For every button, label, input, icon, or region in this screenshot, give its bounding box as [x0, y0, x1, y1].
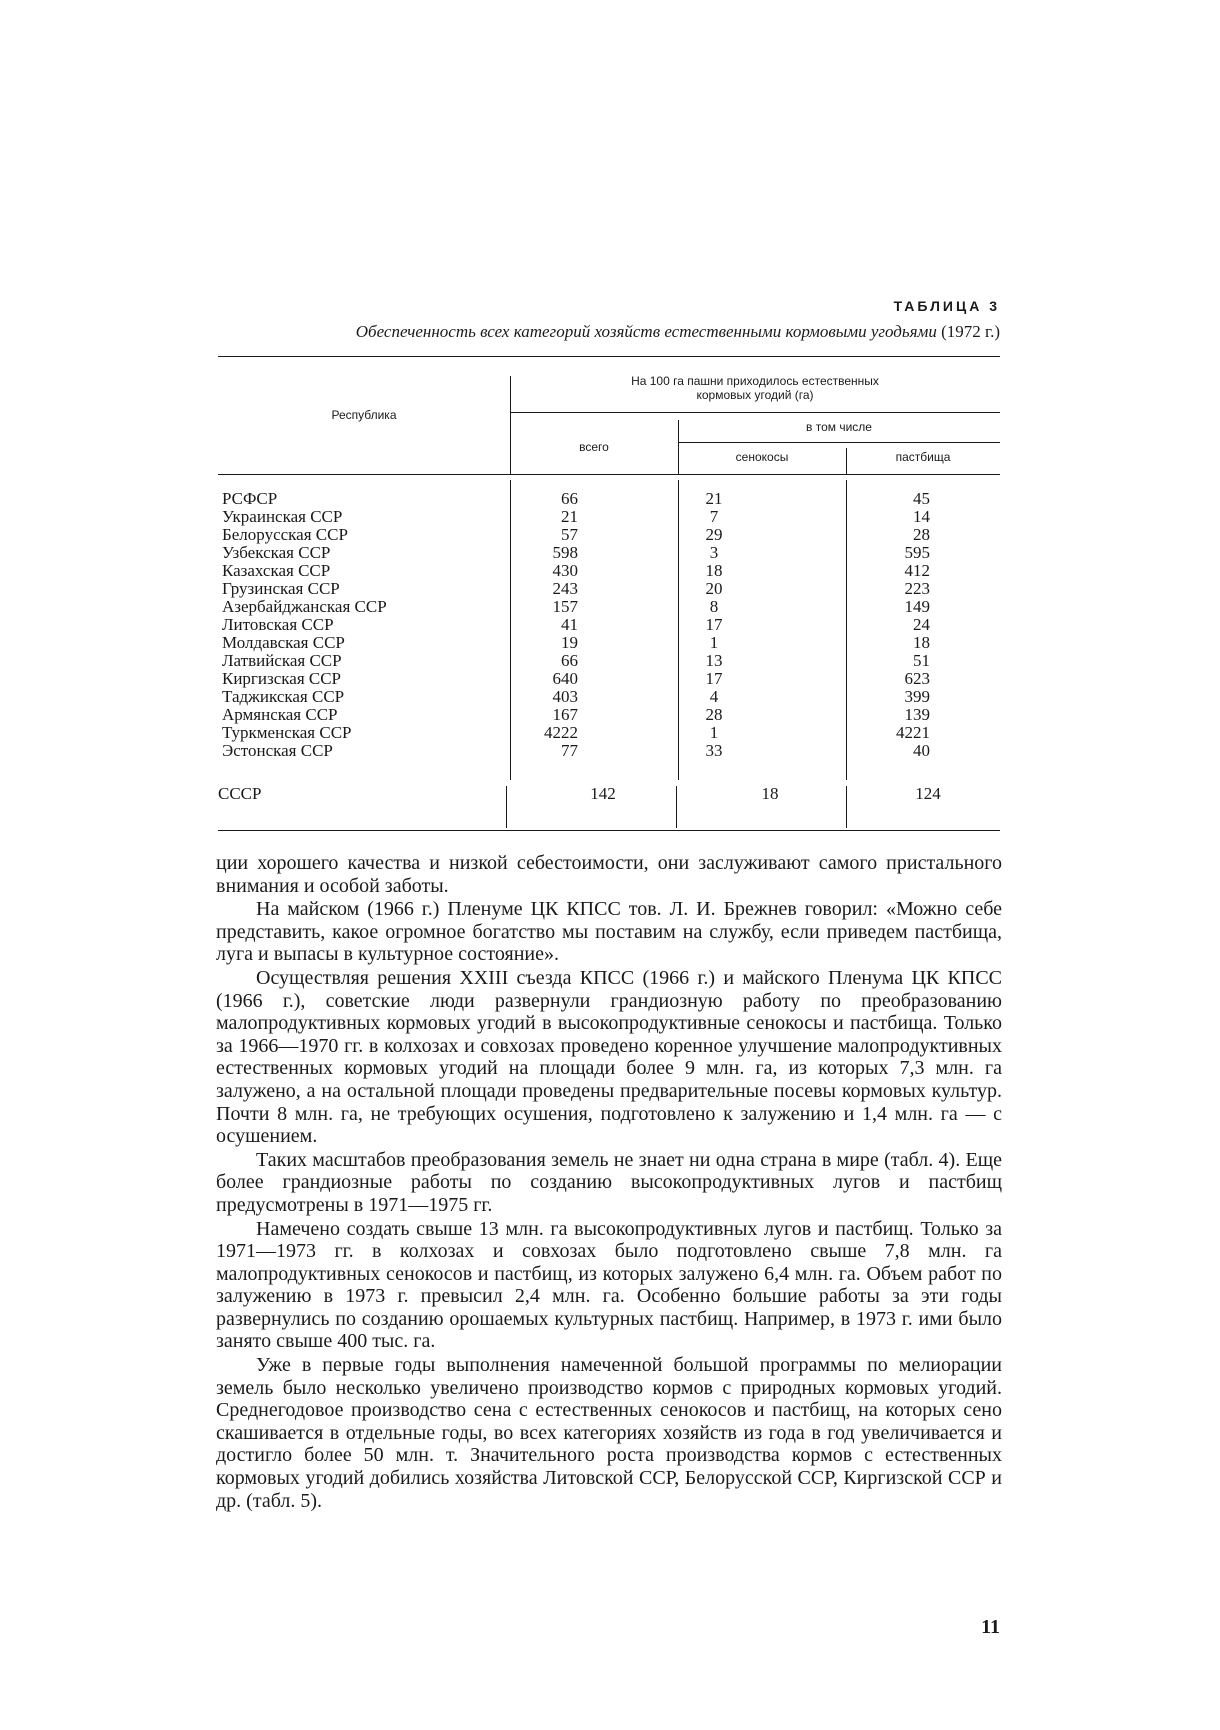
cell-pasture: 28: [913, 525, 930, 544]
table-row: [218, 616, 1000, 634]
header-group-line2: кормовых угодий (га): [696, 388, 814, 402]
cell-pasture: 24: [913, 615, 930, 634]
table-row: [218, 508, 1000, 526]
paragraph: ции хорошего качества и низкой себестоимости, они заслуживают самого пристального внимания и особой заботы.: [216, 852, 1002, 897]
cell-hay: 8: [709, 597, 719, 616]
cell-pasture: 14: [913, 507, 930, 526]
cell-total: 4222: [544, 723, 578, 742]
cell-hay: 7: [709, 507, 719, 526]
cell-hay: 1: [709, 723, 719, 742]
table-row: [218, 580, 1000, 598]
table-caption-italic: Обеспеченность всех категорий хозяйств естественными кормовыми угодьями: [355, 322, 937, 341]
cell-hay-total: 18: [761, 784, 779, 803]
cell-total: 21: [561, 507, 578, 526]
cell-total: 66: [561, 651, 578, 670]
cell-total: 66: [561, 489, 578, 508]
cell-hay: 33: [705, 741, 723, 760]
cell-total: 167: [552, 705, 578, 724]
cell-hay: 17: [705, 669, 723, 688]
cell-republic: Литовская ССР: [222, 615, 334, 634]
table-row: [218, 544, 1000, 562]
cell-pasture: 45: [913, 489, 930, 508]
paragraph: Таких масштабов преобразования земель не знает ни одна страна в мире (табл. 4). Еще более грандиозные работы по созданию высокопродуктивных лугов и пастбищ предусмотрены в 1971—1975 гг.: [216, 1148, 1002, 1216]
cell-pasture: 623: [904, 669, 930, 688]
cell-hay: 17: [705, 615, 723, 634]
table-row: [218, 742, 1000, 760]
header-pasture: пастбища: [895, 450, 951, 464]
table-bottom-rule: [218, 830, 1000, 831]
cell-pasture: 223: [904, 579, 930, 598]
table-top-rule: [218, 356, 1000, 357]
cell-total: 598: [552, 543, 578, 562]
cell-republic-total: СССР: [218, 784, 262, 803]
group-header-rule: [510, 412, 1000, 413]
cell-total: 640: [552, 669, 578, 688]
cell-total: 403: [552, 687, 578, 706]
cell-total: 19: [561, 633, 578, 652]
cell-pasture: 399: [904, 687, 930, 706]
cell-total-total: 142: [590, 784, 616, 803]
header-hay: сенокосы: [735, 450, 789, 464]
cell-pasture: 412: [904, 561, 930, 580]
cell-republic: Киргизская ССР: [222, 669, 342, 688]
cell-pasture: 51: [913, 651, 930, 670]
cell-pasture: 139: [904, 705, 930, 724]
paragraph: Намечено создать свыше 13 млн. га высокопродуктивных лугов и пастбищ. Только за 1971—1973 гг. в колхозах и совхозах было подготовлено свыше 7,8 млн. га малопродуктивных сенокосов и пастбищ, из которых залужено 6,4 млн. га. Объем работ по залужению в 1973 г. превысил 2,4 млн. га. Особенно большие работы за эти годы развернулись по созданию орошаемых культурных пастбищ. Например, в 1973 г. ими было занято свыше 400 тыс. га.: [216, 1217, 1002, 1353]
cell-pasture: 4221: [896, 723, 930, 742]
cell-republic: Латвийская ССР: [222, 651, 342, 670]
data-table: [218, 356, 1000, 842]
cell-republic: Таджикская ССР: [222, 687, 345, 706]
table-row: [218, 724, 1000, 742]
cell-hay: 21: [705, 489, 723, 508]
cell-hay: 28: [705, 705, 723, 724]
cell-hay: 29: [705, 525, 723, 544]
table-row: [218, 490, 1000, 508]
cell-hay: 18: [705, 561, 723, 580]
header-total: всего: [579, 440, 609, 454]
header-bottom-rule: [218, 474, 1000, 475]
table-row: [218, 562, 1000, 580]
table-row: [218, 688, 1000, 706]
header-group-line1: На 100 га пашни приходилось естественных: [631, 374, 879, 388]
cell-hay: 1: [709, 633, 719, 652]
paragraph: Осуществляя решения XXIII съезда КПСС (1966 г.) и майского Пленума ЦК КПСС (1966 г.), советские люди развернули грандиозную работу по преобразованию малопродуктивных кормовых угодий в высокопродуктивные сенокосы и пастбища. Только за 1966—1970 гг. в колхозах и совхозах проведено коренное улучшение малопродуктивных естественных кормовых угодий на площади более 9 млн. га, из которых 7,3 млн. га залужено, а на остальной площади проведены предварительные посевы кормовых культур. Почти 8 млн. га, не требующих осушения, подготовлено к залужению и 1,4 млн. га — с осушением.: [216, 966, 1002, 1148]
header-republic: Республика: [331, 408, 397, 422]
page-number: 11: [981, 1616, 1000, 1638]
cell-total: 157: [552, 597, 578, 616]
cell-total: 430: [552, 561, 578, 580]
body-text: [216, 852, 1002, 1513]
header-subgroup: в том числе: [806, 420, 872, 434]
table-row: [218, 598, 1000, 616]
cell-republic: Белорусская ССР: [222, 525, 348, 544]
cell-total: 243: [552, 579, 578, 598]
table-row: [218, 652, 1000, 670]
table-row: [218, 634, 1000, 652]
cell-hay: 20: [705, 579, 723, 598]
cell-hay: 13: [705, 651, 723, 670]
table-label: ТАБЛИЦА 3: [893, 298, 1000, 314]
cell-pasture: 40: [913, 741, 930, 760]
table-body: [218, 490, 1000, 760]
cell-republic: Молдавская ССР: [222, 633, 345, 652]
table-caption-year: (1972 г.): [936, 322, 1000, 341]
cell-total: 57: [561, 525, 578, 544]
paragraph: Уже в первые годы выполнения намеченной большой программы по мелиорации земель было несколько увеличено производство кормов с природных кормовых угодий. Среднегодовое производство сена с естественных сенокосов и пастбищ, на которых сено скашивается в отдельные годы, во всех категориях хозяйств из года в год увеличивается и достигло более 50 млн. т. Значительного роста производства кормов с естественных кормовых угодий добились хозяйства Литовской ССР, Белорусской ССР, Киргизской ССР и др. (табл. 5).: [216, 1354, 1002, 1512]
cell-republic: Туркменская ССР: [222, 723, 352, 742]
table-row: [218, 526, 1000, 544]
cell-hay: 3: [709, 543, 719, 562]
cell-republic: Узбекская ССР: [222, 543, 331, 562]
table-total-row: [218, 784, 1000, 804]
cell-pasture: 595: [904, 543, 930, 562]
cell-republic: Эстонская ССР: [222, 741, 333, 760]
table-caption: [218, 322, 1000, 342]
cell-pasture: 149: [904, 597, 930, 616]
cell-republic: Казахская ССР: [222, 561, 331, 580]
cell-republic: Украинская ССР: [222, 507, 343, 526]
table-row: [218, 670, 1000, 688]
cell-pasture-total: 124: [915, 784, 941, 803]
cell-republic: Армянская ССР: [222, 705, 338, 724]
table-row: [218, 706, 1000, 724]
cell-hay: 4: [709, 687, 719, 706]
cell-republic: Грузинская ССР: [222, 579, 340, 598]
cell-total: 41: [561, 615, 578, 634]
cell-total: 77: [561, 741, 578, 760]
cell-pasture: 18: [913, 633, 930, 652]
paragraph: На майском (1966 г.) Пленуме ЦК КПСС тов. Л. И. Брежнев говорил: «Можно себе представить, какое огромное богатство мы поставим на службу, если приведем пастбища, луга и выпасы в культурное состояние».: [216, 898, 1002, 966]
cell-republic: Азербайджанская ССР: [222, 597, 387, 616]
subgroup-header-rule: [678, 442, 1000, 443]
cell-republic: РСФСР: [222, 489, 278, 508]
